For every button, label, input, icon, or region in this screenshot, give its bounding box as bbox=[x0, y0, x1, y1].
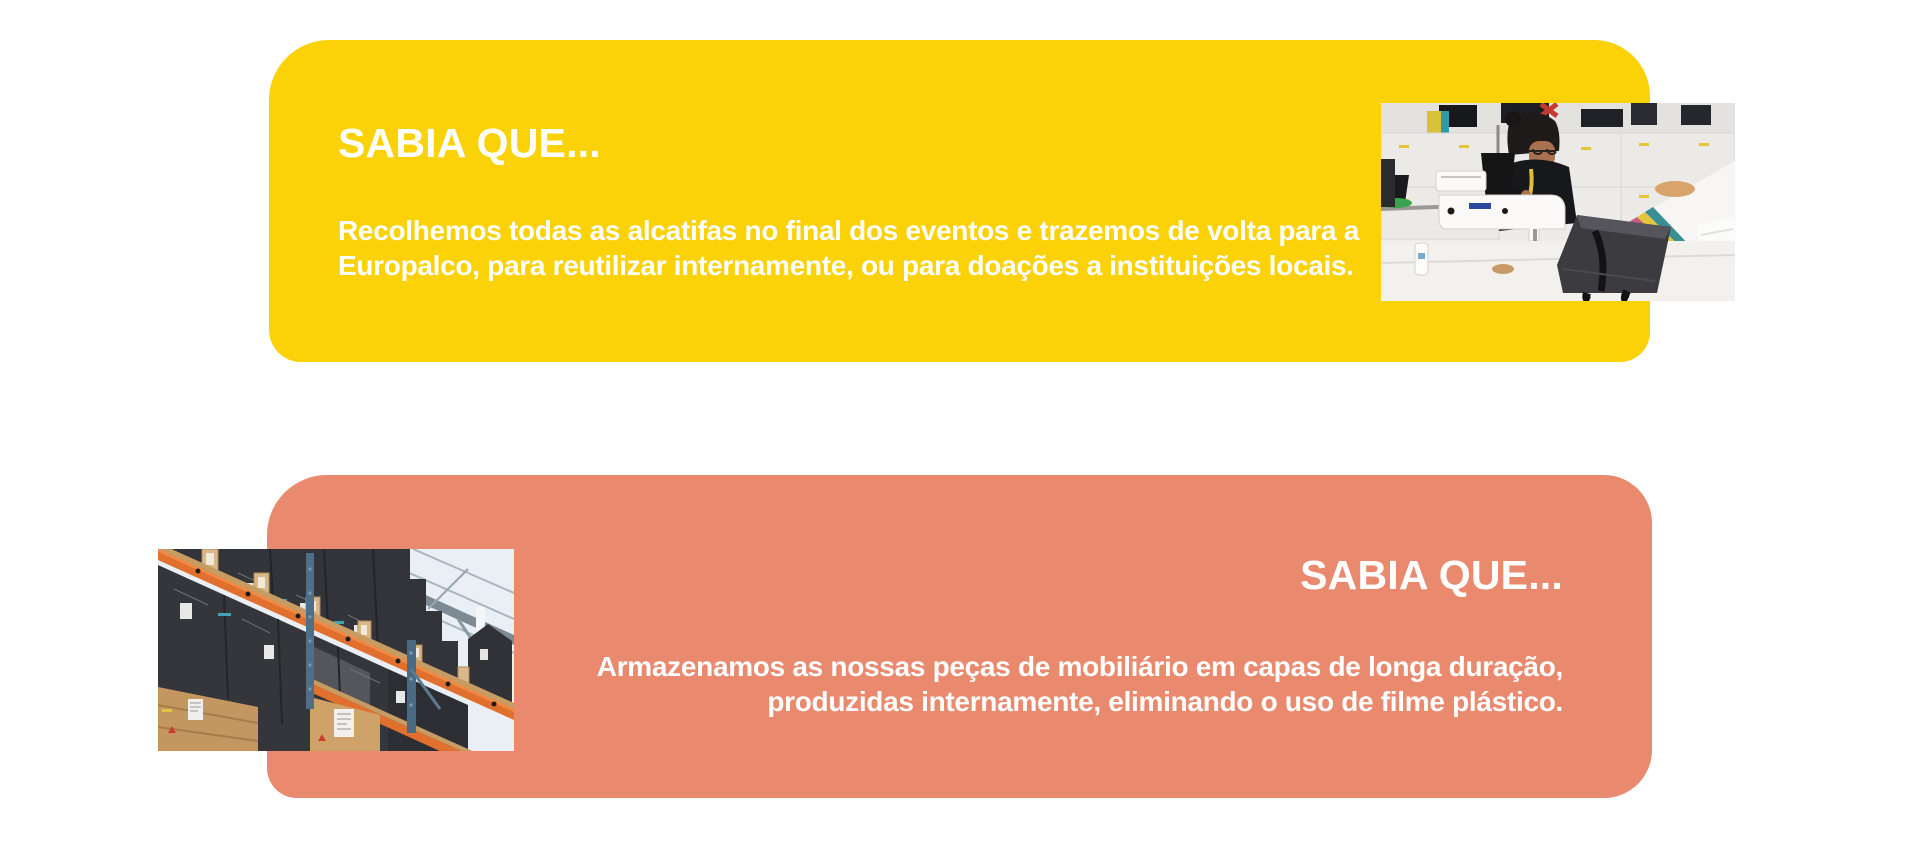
sewing-workshop-illustration bbox=[1381, 103, 1735, 301]
body-line: Armazenamos as nossas peças de mobiliário em capas de longa duração, bbox=[596, 651, 1563, 682]
card-mobiliario-body bbox=[597, 649, 1563, 719]
card-mobiliario-heading: SABIA QUE... bbox=[1300, 552, 1563, 598]
body-line: produzidas internamente, eliminando o uso de filme plástico. bbox=[767, 686, 1563, 717]
card-alcatifas-heading: SABIA QUE... bbox=[338, 120, 601, 166]
warehouse-racking-photo bbox=[158, 549, 514, 751]
card-alcatifas-body bbox=[338, 213, 1359, 283]
sewing-workshop-photo bbox=[1381, 103, 1735, 301]
warehouse-racking-illustration bbox=[158, 549, 514, 751]
body-line: Europalco, para reutilizar internamente, ou para doações a instituições locais. bbox=[338, 250, 1354, 281]
body-line: Recolhemos todas as alcatifas no final dos eventos e trazemos de volta para a bbox=[338, 215, 1360, 246]
